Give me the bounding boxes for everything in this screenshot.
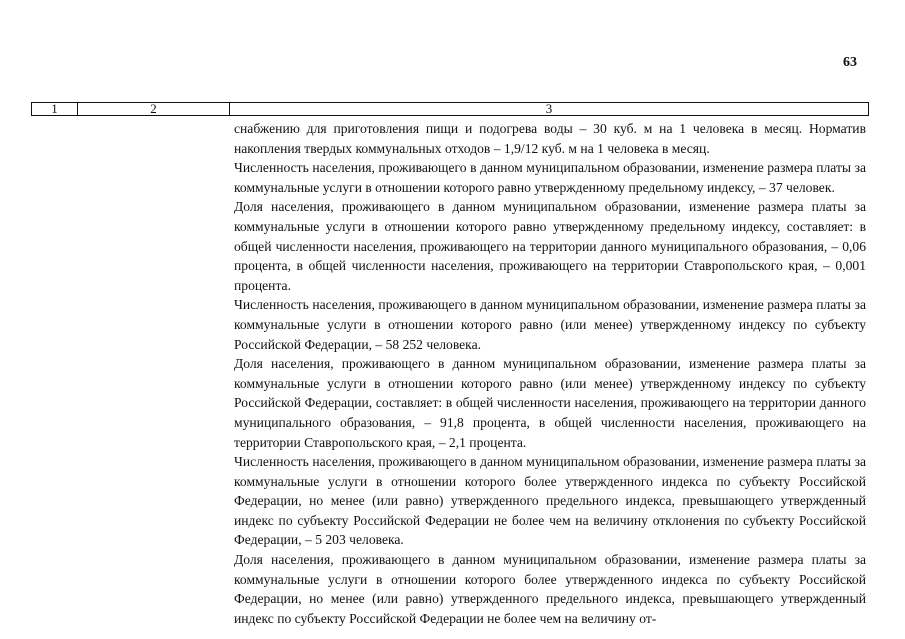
page-number: 63 — [843, 55, 857, 70]
paragraph: Численность населения, проживающего в данном муниципальном образовании, изменение размера платы за коммунальные услуги в отношении которого равно (или менее) утвержденному индексу по субъекту Российской Федерации, – 58 252 человека. — [234, 297, 866, 352]
paragraph: Доля населения, проживающего в данном муниципальном образовании, изменение размера платы за коммунальные услуги в отношении которого равно утвержденному предельному индексу, составляет: в общей численности населения, проживающего на территории данного муниципального образования, – 0,06 процента, в общей численности населения, проживающего на территории Ставропольского края, – 0,001 процента. — [234, 199, 866, 293]
paragraph: Численность населения, проживающего в данном муниципальном образовании, изменение размера платы за коммунальные услуги в отношении которого равно утвержденному предельному индексу, – 37 человек. — [234, 160, 866, 195]
paragraph: Численность населения, проживающего в данном муниципальном образовании, изменение размера платы за коммунальные услуги в отношении которого более утвержденного индекса по субъекту Российской Федерации, но менее (или равно) утвержденного предельного индекса, превышающего утвержденный индекс по субъекту Российской Федерации не более чем на величину отклонения по субъекту Российской Федерации, – 5 203 человека. — [234, 454, 866, 548]
document-body — [234, 119, 866, 628]
table-header-row — [31, 102, 869, 116]
column-number-3: 3 — [229, 103, 868, 115]
column-number-1: 1 — [51, 101, 58, 116]
paragraph: Доля населения, проживающего в данном муниципальном образовании, изменение размера платы за коммунальные услуги в отношении которого равно (или менее) утвержденному индексу по субъекту Российской Федерации, составляет: в общей численности населения, проживающего на территории данного муниципального образования, – 91,8 процента, в общей численности населения, проживающего на территории Ставропольского края, – 2,1 процента. — [234, 356, 866, 450]
paragraph: снабжению для приготовления пищи и подогрева воды – 30 куб. м на 1 человека в месяц. Норматив накопления твердых коммунальных отходов – 1,9/12 куб. м на 1 человека в месяц. — [234, 121, 866, 156]
column-number-2: 2 — [77, 103, 229, 115]
paragraph: Доля населения, проживающего в данном муниципальном образовании, изменение размера платы за коммунальные услуги в отношении которого более утвержденного индекса по субъекту Российской Федерации, но менее (или равно) утвержденного предельного индекса, превышающего утвержденный индекс по субъекту Российской Федерации не более чем на величину от- — [234, 552, 866, 626]
